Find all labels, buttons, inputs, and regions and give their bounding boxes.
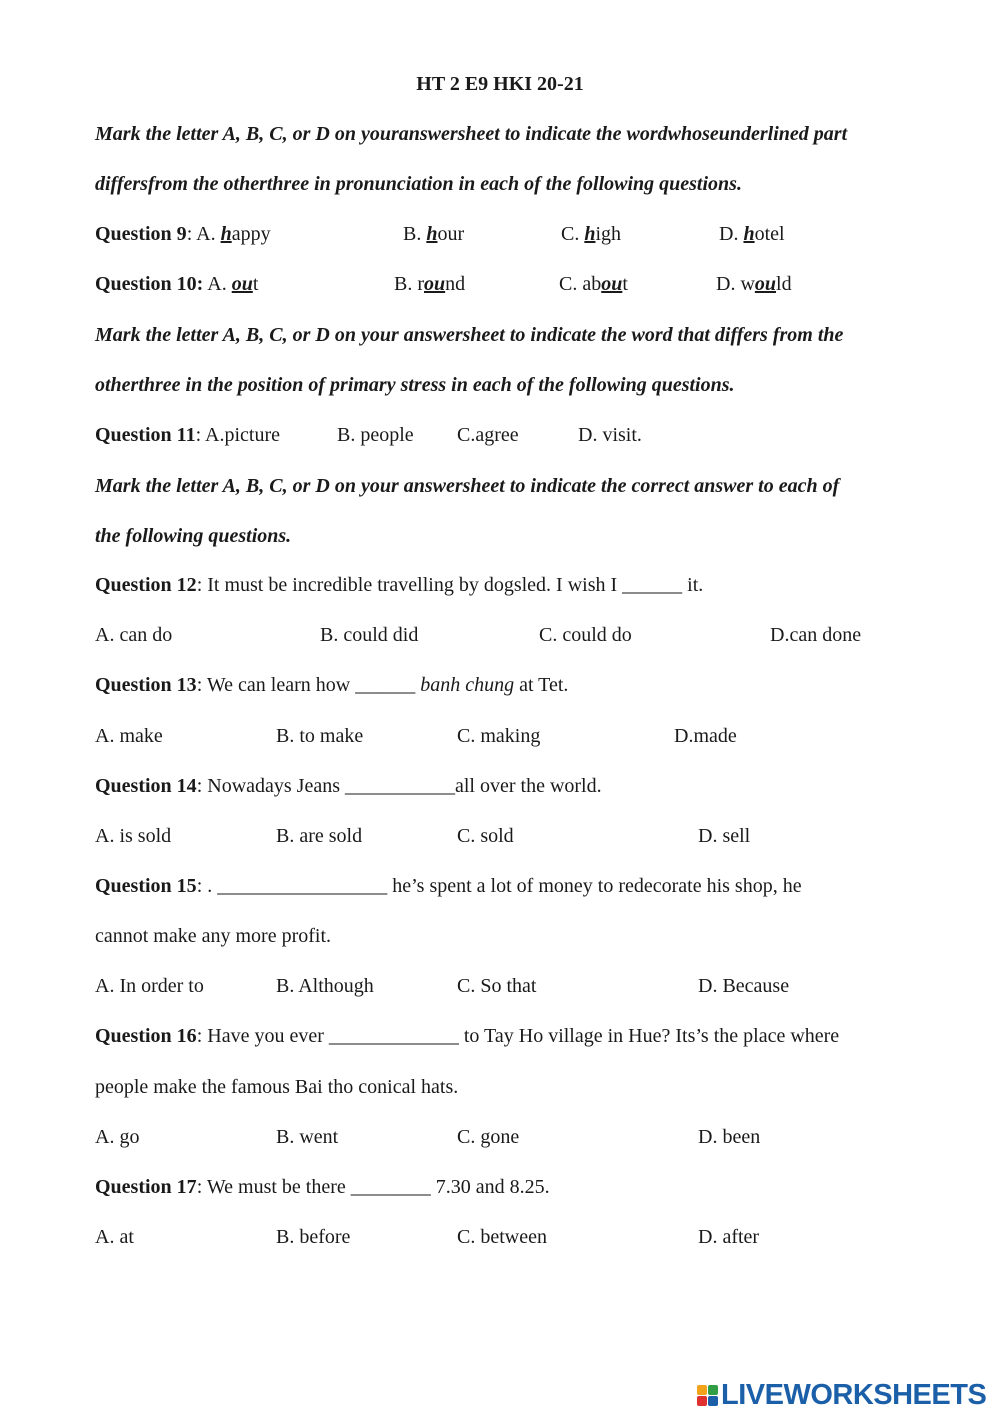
question-11-stem	[95, 423, 280, 447]
question-10-option-d: D. would	[716, 273, 792, 295]
logo-square-bl	[697, 1396, 707, 1406]
question-15-text-line-2: cannot make any more profit.	[95, 925, 332, 947]
question-16-stem	[95, 1024, 839, 1048]
instruction-correct-line-1: Mark the letter A, B, C, or D on your answersheet to indicate the correct answer to each of	[95, 475, 840, 497]
question-16-option-a: A. go	[95, 1126, 140, 1148]
logo-square-tr	[708, 1385, 718, 1395]
question-11-option-a: : A.picture	[195, 424, 281, 446]
question-13-option-a: A. make	[95, 725, 163, 747]
question-17-text: : We must be there ________ 7.30 and 8.25.	[196, 1176, 550, 1198]
question-12-stem	[95, 573, 703, 597]
question-9-option-d: D. hotel	[719, 223, 785, 245]
question-13-stem: Question 13: We can learn how ______ banh chung at Tet.	[95, 674, 569, 696]
instruction-pronunciation-line-2: differsfrom the otherthree in pronunciation in each of the following questions.	[95, 173, 742, 195]
question-12-label: Question 12	[95, 574, 197, 596]
underlined-part: h	[426, 223, 438, 245]
question-15-option-c: C. So that	[457, 975, 537, 997]
question-15-text: : . _________________ he’s spent a lot of money to redecorate his shop, he	[196, 875, 802, 897]
question-17-option-b: B. before	[276, 1226, 351, 1248]
question-10-label: Question 10:	[95, 273, 204, 295]
question-11-label: Question 11	[95, 424, 196, 446]
question-14-option-d: D. sell	[698, 825, 751, 847]
question-12-option-c: C. could do	[539, 624, 632, 646]
question-15-stem	[95, 874, 802, 898]
underlined-part: h	[584, 223, 596, 245]
question-16-option-c: C. gone	[457, 1126, 520, 1148]
question-14-option-c: C. sold	[457, 825, 514, 847]
question-17-option-c: C. between	[457, 1226, 547, 1248]
liveworksheets-logo[interactable]	[697, 1378, 986, 1412]
question-10-stem	[95, 272, 258, 296]
question-14-label: Question 14	[95, 775, 197, 797]
question-13-option-c: C. making	[457, 725, 541, 747]
question-15-option-b: B. Although	[276, 975, 374, 997]
instruction-stress-line-1: Mark the letter A, B, C, or D on your answersheet to indicate the word that differs from the	[95, 324, 844, 346]
instruction-correct-line-2: the following questions.	[95, 525, 292, 547]
question-14-option-a: A. is sold	[95, 825, 172, 847]
italic-phrase: banh chung	[420, 674, 515, 696]
question-10-option-a: A. out	[207, 273, 259, 295]
question-17-option-a: A. at	[95, 1226, 134, 1248]
underlined-part: ou	[601, 273, 623, 295]
question-15-option-a: A. In order to	[95, 975, 204, 997]
question-17-label: Question 17	[95, 1176, 197, 1198]
logo-square-br	[708, 1396, 718, 1406]
liveworksheets-logo-icon	[697, 1385, 718, 1406]
question-14-text: : Nowadays Jeans ___________all over the world.	[196, 775, 602, 797]
page-title: HT 2 E9 HKI 20-21	[416, 73, 584, 95]
question-13-label: Question 13	[95, 674, 197, 696]
question-12-option-a: A. can do	[95, 624, 173, 646]
question-11-option-d: D. visit.	[578, 424, 642, 446]
underlined-part: h	[743, 223, 755, 245]
question-16-option-d: D. been	[698, 1126, 761, 1148]
question-11-option-b: B. people	[337, 424, 414, 446]
instruction-stress-line-2: otherthree in the position of primary stress in each of the following questions.	[95, 374, 735, 396]
question-14-option-b: B. are sold	[276, 825, 363, 847]
question-15-label: Question 15	[95, 875, 197, 897]
liveworksheets-logo-text: LIVEWORKSHEETS	[721, 1378, 987, 1411]
logo-square-tl	[697, 1385, 707, 1395]
question-16-text-line-2: people make the famous Bai tho conical hats.	[95, 1076, 459, 1098]
question-10-option-c: C. about	[559, 273, 628, 295]
question-13-option-d: D.made	[674, 725, 737, 747]
question-12-option-d: D.can done	[770, 624, 862, 646]
question-9-label: Question 9	[95, 223, 187, 245]
question-17-stem	[95, 1175, 550, 1199]
underlined-part: h	[220, 223, 232, 245]
question-17-option-d: D. after	[698, 1226, 760, 1248]
question-14-stem	[95, 774, 602, 798]
underlined-part: ou	[754, 273, 777, 295]
question-10-option-b: B. round	[394, 273, 466, 295]
question-16-label: Question 16	[95, 1025, 197, 1047]
question-9-separator: :	[186, 223, 197, 245]
question-16-option-b: B. went	[276, 1126, 339, 1148]
question-9-option-c: C. high	[561, 223, 622, 245]
question-12-text: : It must be incredible travelling by dogsled. I wish I ______ it.	[196, 574, 704, 596]
question-15-option-d: D. Because	[698, 975, 790, 997]
question-13-option-b: B. to make	[276, 725, 364, 747]
question-9-stem	[95, 222, 271, 246]
underlined-part: ou	[424, 273, 446, 295]
question-9-option-b: B. hour	[403, 223, 465, 245]
instruction-pronunciation-line-1: Mark the letter A, B, C, or D on youranswersheet to indicate the wordwhoseunderlined part	[95, 123, 848, 145]
question-16-text: : Have you ever _____________ to Tay Ho village in Hue? Its’s the place where	[196, 1025, 840, 1047]
question-12-option-b: B. could did	[320, 624, 419, 646]
question-11-option-c: C.agree	[457, 424, 519, 446]
question-9-option-a: A. happy	[196, 223, 271, 245]
underlined-part: ou	[231, 273, 253, 295]
